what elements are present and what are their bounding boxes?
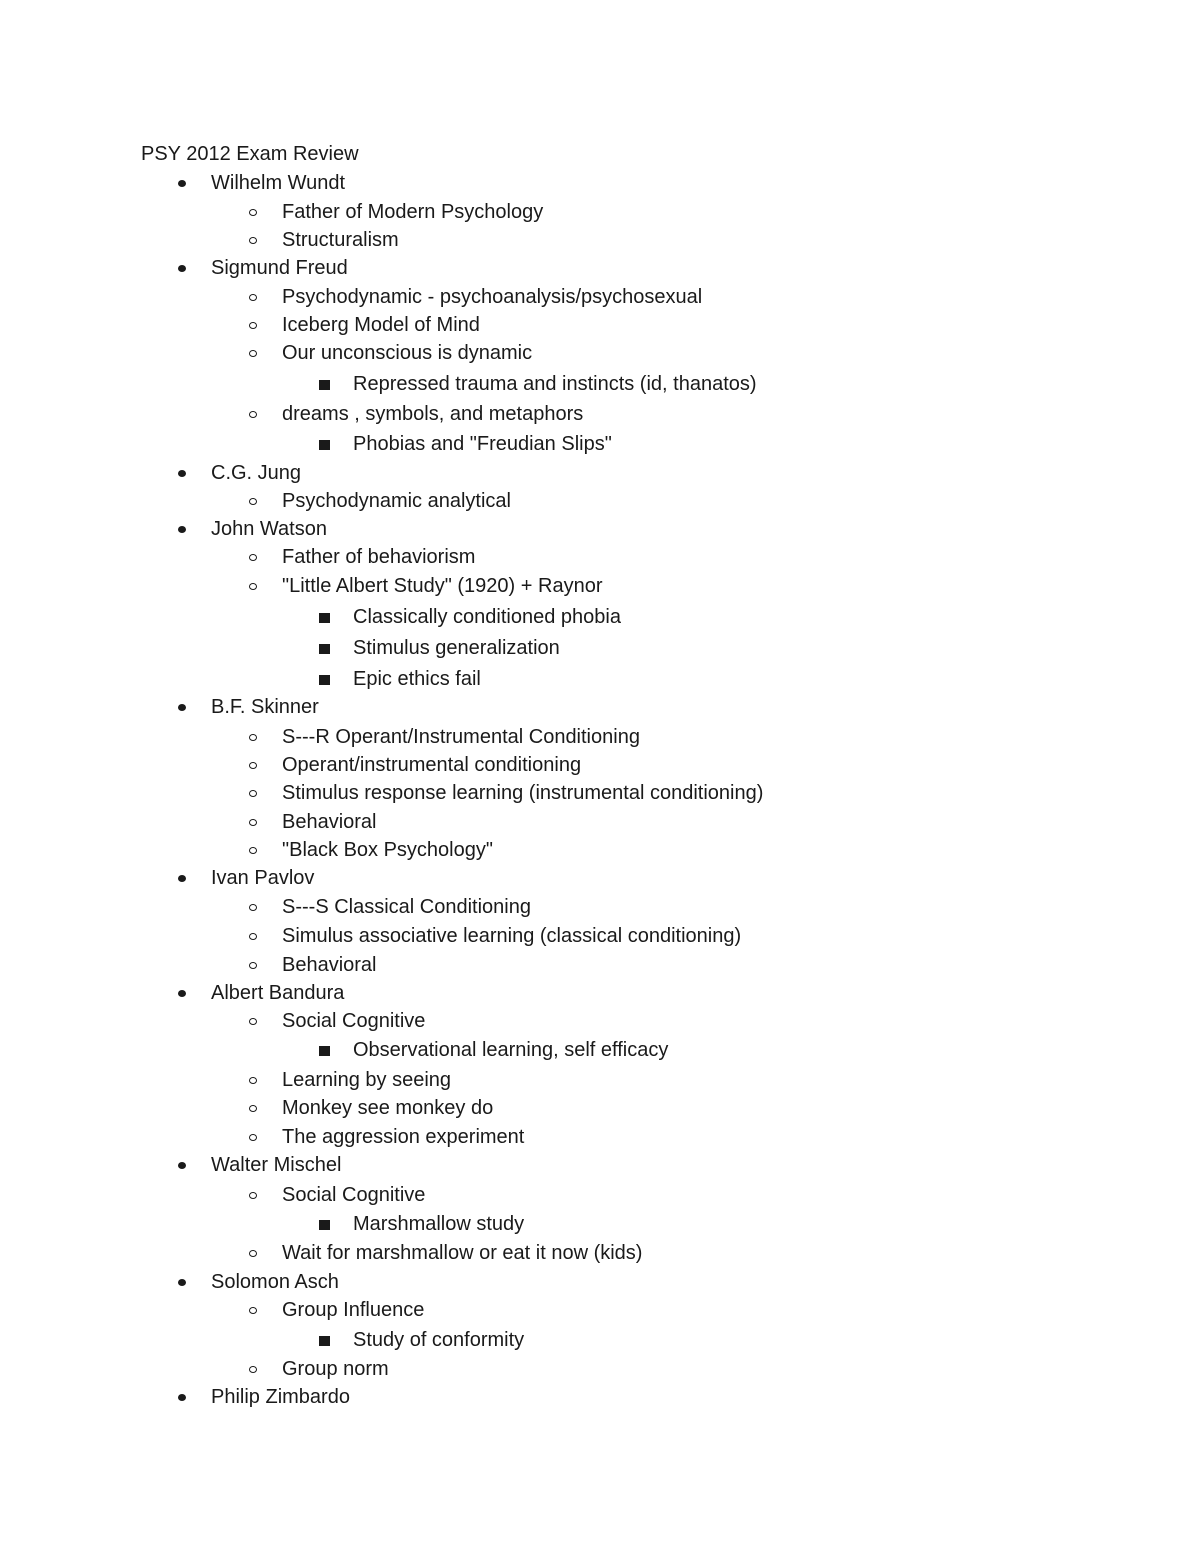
outline-item-level-2 [282,952,377,978]
outline-item-text: Structuralism [282,229,399,251]
outline-item-text: Wilhelm Wundt [211,172,346,194]
outline-item-text: C.G. Jung [211,462,302,484]
outline-item-text: Repressed trauma and instincts (id, thanatos) [353,373,757,395]
outline-item-text: Learning by seeing [282,1069,452,1091]
outline-item-level-1 [211,694,319,720]
outline-item-level-2 [282,340,532,366]
outline-item-level-2 [282,1067,451,1093]
hollow-circle-bullet-icon [282,199,298,225]
hollow-circle-bullet-icon [282,923,298,949]
outline-item-text: Wait for marshmallow or eat it now (kids) [282,1242,643,1264]
outline-item-level-2 [282,923,741,949]
outline-item-level-2 [282,199,543,225]
outline-item-level-2 [282,1182,425,1208]
hollow-circle-bullet-icon [282,724,298,750]
outline-item-text: Social Cognitive [282,1184,426,1206]
outline-item-text: Psychodynamic analytical [282,490,511,512]
filled-circle-bullet-icon [211,170,227,196]
outline-item-text: Father of behaviorism [282,546,476,568]
outline-item-text: Philip Zimbardo [211,1386,350,1408]
outline-item-level-2 [282,724,640,750]
outline-item-text: S---S Classical Conditioning [282,896,531,918]
outline-item-text: Group norm [282,1358,389,1380]
filled-circle-bullet-icon [211,694,227,720]
outline-item-level-2 [282,488,511,514]
outline-item-text: B.F. Skinner [211,696,319,718]
outline-item-level-2 [282,284,702,310]
hollow-circle-bullet-icon [282,1240,298,1266]
outline-item-text: Study of conformity [353,1329,525,1351]
outline-item-level-1 [211,865,314,891]
square-bullet-icon [353,1327,369,1353]
outline-item-text: Our unconscious is dynamic [282,342,533,364]
outline-item-text: Epic ethics fail [353,668,481,690]
hollow-circle-bullet-icon [282,544,298,570]
outline-item-text: Social Cognitive [282,1010,426,1032]
outline-item-level-2 [282,809,377,835]
outline-item-level-2 [282,894,531,920]
outline-item-text: Marshmallow study [353,1213,525,1235]
hollow-circle-bullet-icon [282,952,298,978]
outline-item-level-3 [353,371,757,397]
hollow-circle-bullet-icon [282,1095,298,1121]
square-bullet-icon [353,666,369,692]
outline-item-level-3 [353,1211,524,1237]
hollow-circle-bullet-icon [282,1067,298,1093]
outline-item-level-1 [211,1269,339,1295]
outline-item-text: "Little Albert Study" (1920) + Raynor [282,575,603,597]
outline-item-level-2 [282,573,602,599]
hollow-circle-bullet-icon [282,1356,298,1382]
filled-circle-bullet-icon [211,1384,227,1410]
outline-item-text: Phobias and "Freudian Slips" [353,433,612,455]
hollow-circle-bullet-icon [282,894,298,920]
outline-item-level-2 [282,1124,524,1150]
outline-item-level-2 [282,544,475,570]
outline-item-level-3 [353,1327,524,1353]
outline-item-text: The aggression experiment [282,1126,525,1148]
filled-circle-bullet-icon [211,516,227,542]
square-bullet-icon [353,431,369,457]
outline-item-level-2 [282,312,480,338]
outline-item-text: S---R Operant/Instrumental Conditioning [282,726,640,748]
outline-item-text: dreams , symbols, and metaphors [282,403,584,425]
filled-circle-bullet-icon [211,980,227,1006]
outline-item-level-2 [282,837,493,863]
outline-item-level-2 [282,752,581,778]
outline-item-text: Observational learning, self efficacy [353,1039,669,1061]
outline-item-level-1 [211,1384,350,1410]
hollow-circle-bullet-icon [282,837,298,863]
hollow-circle-bullet-icon [282,1297,298,1323]
hollow-circle-bullet-icon [282,488,298,514]
hollow-circle-bullet-icon [282,340,298,366]
outline-item-text: Group Influence [282,1299,425,1321]
outline-item-level-1 [211,170,345,196]
outline-item-level-1 [211,980,344,1006]
outline-item-level-2 [282,1008,425,1034]
outline-item-level-3 [353,666,481,692]
hollow-circle-bullet-icon [282,780,298,806]
square-bullet-icon [353,1211,369,1237]
square-bullet-icon [353,604,369,630]
hollow-circle-bullet-icon [282,809,298,835]
outline-item-level-2 [282,1240,642,1266]
outline-item-level-1 [211,516,327,542]
hollow-circle-bullet-icon [282,227,298,253]
outline-item-level-2 [282,780,763,806]
hollow-circle-bullet-icon [282,752,298,778]
outline-item-level-2 [282,1095,493,1121]
outline-item-text: Iceberg Model of Mind [282,314,480,336]
square-bullet-icon [353,635,369,661]
outline-item-text: Simulus associative learning (classical conditioning) [282,925,742,947]
outline-item-level-2 [282,401,583,427]
outline-item-text: Psychodynamic - psychoanalysis/psychosexual [282,286,703,308]
outline-item-text: John Watson [211,518,327,540]
outline-item-text: Sigmund Freud [211,257,348,279]
hollow-circle-bullet-icon [282,284,298,310]
outline-item-level-3 [353,635,560,661]
outline-item-text: Stimulus generalization [353,637,560,659]
square-bullet-icon [353,1037,369,1063]
outline-item-level-2 [282,1297,424,1323]
filled-circle-bullet-icon [211,1152,227,1178]
outline-item-text: Behavioral [282,954,377,976]
outline-item-text: Stimulus response learning (instrumental conditioning) [282,782,764,804]
outline-item-level-2 [282,227,399,253]
hollow-circle-bullet-icon [282,1008,298,1034]
outline-item-text: Albert Bandura [211,982,345,1004]
outline-item-text: Operant/instrumental conditioning [282,754,582,776]
outline-item-text: Ivan Pavlov [211,867,315,889]
filled-circle-bullet-icon [211,460,227,486]
outline-item-level-1 [211,255,348,281]
outline-item-text: Walter Mischel [211,1154,342,1176]
outline-item-level-1 [211,1152,341,1178]
outline-item-level-3 [353,431,612,457]
document-title: PSY 2012 Exam Review [141,143,359,165]
outline-item-text: Classically conditioned phobia [353,606,621,628]
filled-circle-bullet-icon [211,865,227,891]
hollow-circle-bullet-icon [282,1124,298,1150]
outline-item-level-1 [211,460,301,486]
outline-item-level-3 [353,1037,668,1063]
outline-item-text: Father of Modern Psychology [282,201,544,223]
square-bullet-icon [353,371,369,397]
outline-item-text: Solomon Asch [211,1271,339,1293]
filled-circle-bullet-icon [211,1269,227,1295]
hollow-circle-bullet-icon [282,401,298,427]
filled-circle-bullet-icon [211,255,227,281]
hollow-circle-bullet-icon [282,312,298,338]
outline-item-level-2 [282,1356,389,1382]
outline-item-text: Behavioral [282,811,377,833]
hollow-circle-bullet-icon [282,1182,298,1208]
hollow-circle-bullet-icon [282,573,298,599]
outline-item-text: "Black Box Psychology" [282,839,493,861]
outline-item-level-3 [353,604,621,630]
outline-item-text: Monkey see monkey do [282,1097,494,1119]
